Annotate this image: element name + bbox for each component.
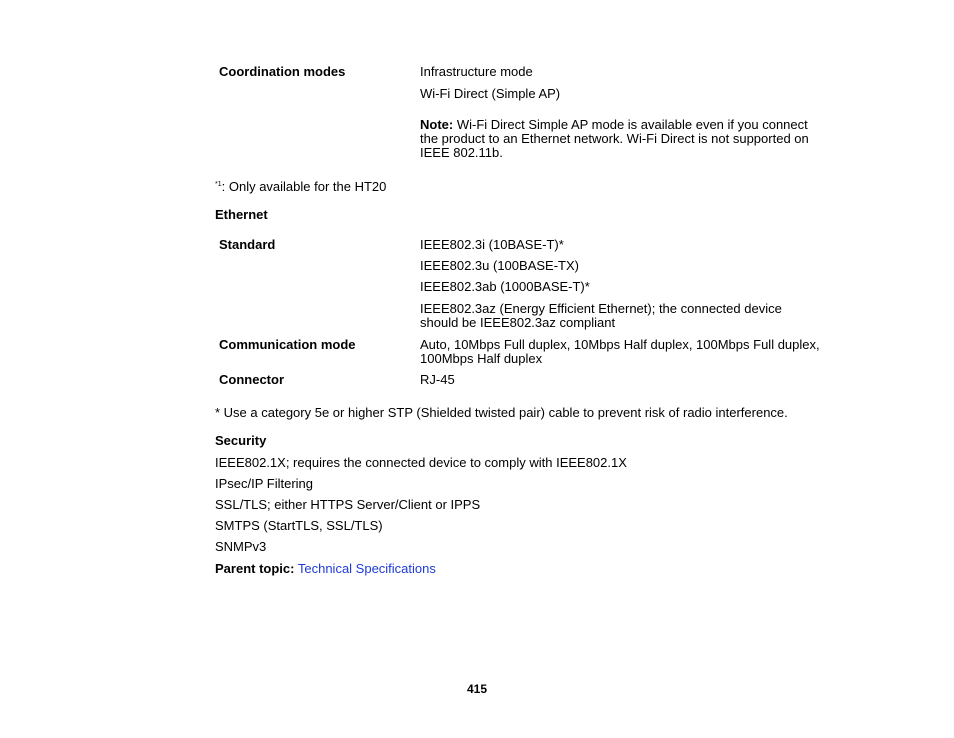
wifi-direct-note [420,118,820,160]
security-item: SMTPS (StartTLS, SSL/TLS) [215,518,383,533]
security-item: IEEE802.1X; requires the connected device to comply with IEEE802.1X [215,455,627,470]
coordination-modes-label: Coordination modes [219,64,346,79]
note-text: Wi-Fi Direct Simple AP mode is available even if you connect the product to an Ethernet network. Wi-Fi Direct is not supported on IEEE 802.11b. [420,117,809,160]
security-item: SNMPv3 [215,539,267,554]
coordination-mode-value: Wi-Fi Direct (Simple AP) [420,86,561,101]
standard-value: IEEE802.3ab (1000BASE-T)* [420,279,590,294]
standard-value: IEEE802.3i (10BASE-T)* [420,237,564,252]
footnote-marker: *1 [215,181,222,188]
coordination-mode-value: Infrastructure mode [420,64,533,79]
ethernet-heading: Ethernet [215,207,268,222]
connector-label: Connector [219,372,284,387]
standard-value: IEEE802.3u (100BASE-TX) [420,258,579,273]
communication-mode-label: Communication mode [219,337,356,352]
footnote [215,180,386,194]
note-label: Note: [420,117,454,132]
technical-specifications-link[interactable]: Technical Specifications [297,561,436,576]
standard-value: IEEE802.3az (Energy Efficient Ethernet); the connected device should be IEEE802.3az compliant [420,301,782,330]
security-item: SSL/TLS; either HTTPS Server/Client or IPPS [215,497,481,512]
parent-topic [215,562,436,576]
communication-mode-value: Auto, 10Mbps Full duplex, 10Mbps Half duplex, 100Mbps Full duplex, 100Mbps Half duplex [420,337,820,366]
page-number: 415 [466,682,488,696]
parent-topic-label: Parent topic: [215,561,295,576]
standard-label: Standard [219,237,276,252]
security-heading: Security [215,433,267,448]
security-item: IPsec/IP Filtering [215,476,314,491]
connector-value: RJ-45 [420,372,455,387]
ethernet-cable-note: * Use a category 5e or higher STP (Shielded twisted pair) cable to prevent risk of radio interference. [215,405,788,420]
footnote-text: : Only available for the HT20 [221,179,387,194]
